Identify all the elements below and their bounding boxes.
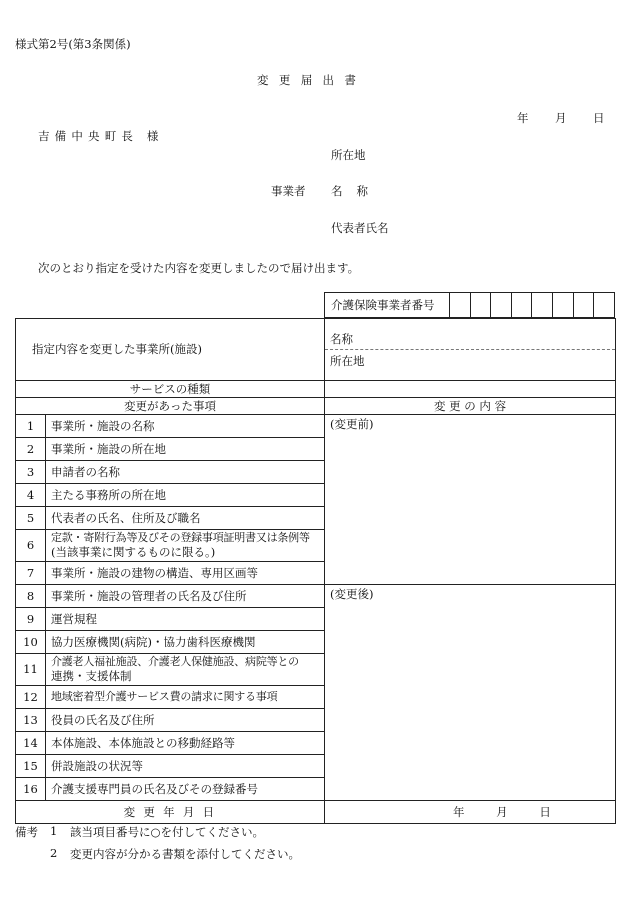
office-address-label: 所在地 [330, 354, 365, 368]
item-number[interactable]: 13 [16, 709, 46, 732]
applicant-address-label: 所在地 [331, 148, 366, 162]
item-text: 協力医療機関(病院)・協力歯科医療機関 [46, 631, 325, 654]
before-change-cell[interactable] [325, 415, 616, 585]
change-date-day: 日 [539, 804, 551, 819]
item-text: 併設施設の状況等 [46, 755, 325, 778]
provider-number-table [324, 292, 615, 318]
item-text-line1: 介護老人福祉施設、介護老人保健施設、病院等との [51, 655, 299, 669]
change-notification-table [15, 318, 616, 824]
item-number[interactable]: 3 [16, 461, 46, 484]
change-date-label: 変 更 年 月 日 [16, 801, 325, 824]
item-number[interactable]: 6 [16, 530, 46, 562]
form-id: 様式第2号(第3条関係) [15, 37, 131, 51]
item-number[interactable]: 2 [16, 438, 46, 461]
after-change-label: (変更後) [330, 587, 374, 601]
item-text-line2: (当該事業に関するものに限る。) [51, 545, 216, 560]
item-text: 申請者の名称 [46, 461, 325, 484]
change-date-cell[interactable] [325, 801, 616, 824]
provider-number-box[interactable] [552, 293, 573, 318]
provider-number-label: 介護保険事業者番号 [325, 293, 450, 318]
item-number[interactable]: 16 [16, 778, 46, 801]
item-text: 事業所・施設の建物の構造、専用区画等 [46, 562, 325, 585]
date-day: 日 [593, 111, 605, 125]
applicant-name-label: 名 称 [331, 184, 374, 198]
change-date-year: 年 [453, 804, 465, 819]
intro-text: 次のとおり指定を受けた内容を変更しましたので届け出ます。 [38, 261, 360, 275]
item-text: 地域密着型介護サービス費の請求に関する事項 [46, 686, 325, 709]
item-text-line2: 連携・支援体制 [51, 669, 132, 684]
item-text: 主たる事務所の所在地 [46, 484, 325, 507]
service-type-label: サービスの種類 [16, 381, 325, 398]
applicant-representative-label: 代表者氏名 [331, 221, 389, 235]
remark-number: 2 [50, 846, 58, 860]
item-text: 代表者の氏名、住所及び職名 [46, 507, 325, 530]
item-number[interactable]: 10 [16, 631, 46, 654]
item-number[interactable]: 5 [16, 507, 46, 530]
provider-number-box[interactable] [532, 293, 553, 318]
item-text: 介護支援専門員の氏名及びその登録番号 [46, 778, 325, 801]
item-text: 運営規程 [46, 608, 325, 631]
date-month: 月 [555, 111, 567, 125]
item-number[interactable]: 4 [16, 484, 46, 507]
item-text: 本体施設、本体施設との移動経路等 [46, 732, 325, 755]
item-number[interactable]: 9 [16, 608, 46, 631]
office-section-label: 指定内容を変更した事業所(施設) [16, 319, 325, 381]
change-date-month: 月 [496, 804, 508, 819]
item-number[interactable]: 12 [16, 686, 46, 709]
change-content-header: 変 更 の 内 容 [325, 398, 616, 415]
item-text-multiline [46, 530, 325, 562]
item-number[interactable]: 1 [16, 415, 46, 438]
applicant-label: 事業者 [271, 184, 306, 198]
item-number[interactable]: 14 [16, 732, 46, 755]
item-number[interactable]: 15 [16, 755, 46, 778]
service-type-value[interactable] [325, 381, 616, 398]
remark-number: 1 [50, 824, 58, 838]
remarks-label: 備考 [15, 825, 38, 839]
remark-text: 変更内容が分かる書類を添付してください。 [70, 847, 300, 861]
provider-number-box[interactable] [573, 293, 594, 318]
before-change-label: (変更前) [330, 417, 374, 431]
item-number[interactable]: 7 [16, 562, 46, 585]
changed-items-header: 変更があった事項 [16, 398, 325, 415]
provider-number-box[interactable] [594, 293, 615, 318]
item-number[interactable]: 11 [16, 654, 46, 686]
office-name-label: 名称 [330, 332, 354, 346]
item-text: 事業所・施設の所在地 [46, 438, 325, 461]
document-title: 変更届出書 [257, 73, 367, 87]
item-text: 事業所・施設の名称 [46, 415, 325, 438]
after-change-cell[interactable] [325, 585, 616, 801]
provider-number-box[interactable] [491, 293, 512, 318]
provider-number-box[interactable] [450, 293, 471, 318]
provider-number-box[interactable] [511, 293, 532, 318]
addressee: 吉備中央町長 様 [38, 129, 164, 143]
provider-number-box[interactable] [470, 293, 491, 318]
item-text-multiline [46, 654, 325, 686]
item-number[interactable]: 8 [16, 585, 46, 608]
remark-text: 該当項目番号に○を付してください。 [70, 825, 265, 839]
item-text-line1: 定款・寄附行為等及びその登録事項証明書又は条例等 [51, 531, 310, 545]
item-text: 事業所・施設の管理者の氏名及び住所 [46, 585, 325, 608]
item-text: 役員の氏名及び住所 [46, 709, 325, 732]
office-name-address-cell[interactable] [325, 319, 616, 381]
date-year: 年 [517, 111, 529, 125]
